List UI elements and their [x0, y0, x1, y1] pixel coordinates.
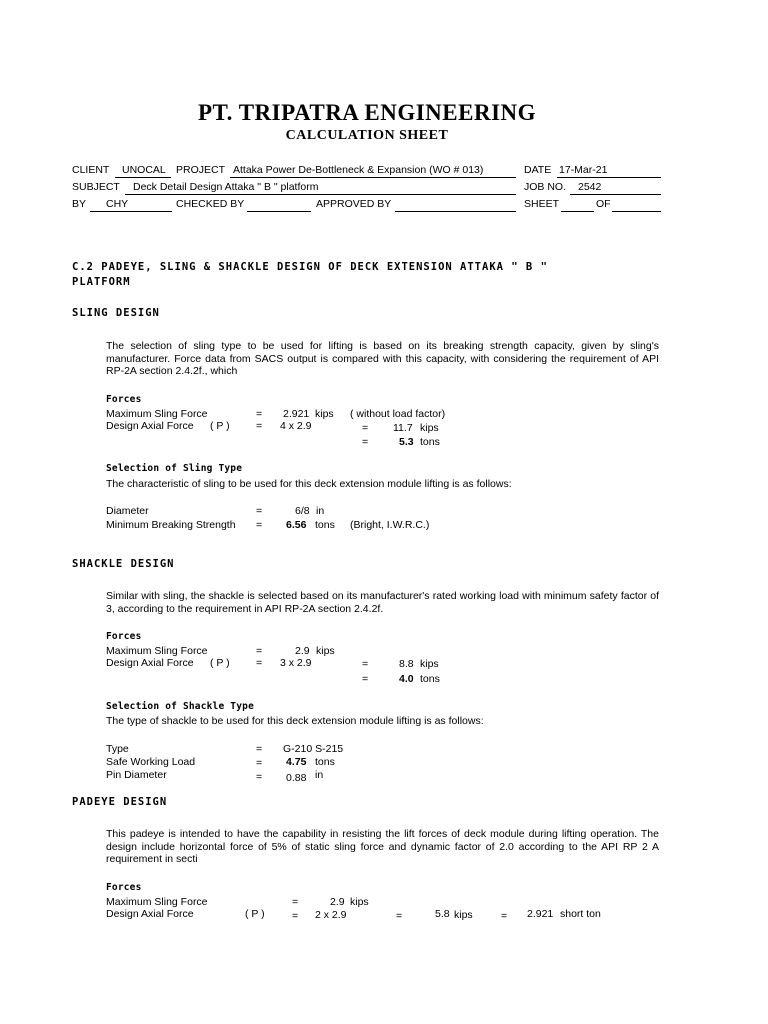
project-label: PROJECT	[176, 164, 226, 176]
shackle-selection-text: The type of shackle to be used for this deck extension module lifting is as follows:	[106, 715, 484, 727]
padeye-axial-label: Design Axial Force	[106, 908, 194, 920]
of-label: OF	[596, 198, 611, 210]
sling-axial-p: ( P )	[210, 420, 230, 432]
sling-selection-heading: Selection of Sling Type	[106, 463, 243, 474]
jobno-value: 2542	[578, 181, 602, 193]
equals-sign: =	[256, 757, 263, 769]
equals-sign: =	[292, 910, 299, 922]
sling-selection-text: The characteristic of sling to be used for this deck extension module lifting is as follows:	[106, 478, 512, 490]
padeye-axial-ton-unit: short ton	[560, 908, 601, 920]
padeye-max-label: Maximum Sling Force	[106, 896, 208, 908]
padeye-max-unit: kips	[350, 896, 369, 908]
shackle-max-unit: kips	[316, 645, 335, 657]
equals-sign: =	[256, 505, 263, 517]
sling-max-value: 2.921	[283, 408, 310, 420]
sling-heading: SLING DESIGN	[72, 307, 160, 319]
sling-mbs-value: 6.56	[286, 519, 307, 531]
equals-sign: =	[256, 657, 263, 669]
shackle-forces-heading: Forces	[106, 631, 142, 642]
shackle-swl-label: Safe Working Load	[106, 756, 196, 768]
shackle-pin-value: 0.88	[286, 772, 307, 784]
shackle-axial-label: Design Axial Force	[106, 657, 194, 669]
date-label: DATE	[524, 164, 552, 176]
shackle-axial-tons-unit: tons	[420, 673, 440, 685]
shackle-selection-heading: Selection of Shackle Type	[106, 701, 254, 712]
sling-axial-value: 11.7	[393, 422, 413, 434]
by-value: CHY	[106, 198, 129, 210]
equals-sign: =	[256, 420, 263, 432]
shackle-type-value: G-210 S-215	[283, 743, 344, 755]
equals-sign: =	[256, 645, 263, 657]
padeye-intro: This padeye is intended to have the capability in resisting the lift forces of deck module during lifting operation. The design include horizontal force of 5% of static sling force and dynamic factor of 2.0 according to the API RP 2 A requirement in secti	[106, 828, 659, 865]
equals-sign: =	[362, 436, 369, 448]
project-value: Attaka Power De-Bottleneck & Expansion (WO # 013)	[233, 164, 484, 176]
sling-axial-tons-unit: tons	[420, 436, 440, 448]
shackle-axial-expr: 3 x 2.9	[280, 657, 312, 669]
approved-label: APPROVED BY	[316, 198, 392, 210]
sling-axial-label: Design Axial Force	[106, 420, 194, 432]
padeye-max-value: 2.9	[330, 896, 345, 908]
section-title-line2: PLATFORM	[72, 276, 131, 288]
shackle-axial-unit: kips	[420, 658, 439, 670]
sling-max-note: ( without load factor)	[350, 408, 446, 420]
sling-diam-unit: in	[316, 505, 325, 517]
sling-mbs-unit: tons	[315, 519, 335, 531]
section-title-line1: C.2 PADEYE, SLING & SHACKLE DESIGN OF DECK EXTENSION ATTAKA " B "	[72, 261, 548, 273]
sling-axial-expr: 4 x 2.9	[280, 420, 312, 432]
client-value: UNOCAL	[122, 164, 166, 176]
shackle-pin-label: Pin Diameter	[106, 769, 167, 781]
shackle-swl-unit: tons	[315, 756, 335, 768]
shackle-intro: Similar with sling, the shackle is selected based on its manufacturer's rated working load with minimum safety factor of 3, according to the requirement in API RP-2A section 2.4.2f.	[106, 590, 659, 615]
subject-value: Deck Detail Design Attaka " B " platform	[133, 181, 319, 193]
equals-sign: =	[292, 896, 299, 908]
equals-sign: =	[501, 910, 508, 922]
equals-sign: =	[256, 743, 263, 755]
sling-mbs-label: Minimum Breaking Strength	[106, 519, 236, 531]
equals-sign: =	[256, 519, 263, 531]
sling-max-unit: kips	[315, 408, 334, 420]
client-label: CLIENT	[72, 164, 110, 176]
shackle-axial-p: ( P )	[210, 657, 230, 669]
padeye-axial-ton: 2.921	[527, 908, 554, 920]
shackle-heading: SHACKLE DESIGN	[72, 558, 175, 570]
shackle-max-label: Maximum Sling Force	[106, 645, 208, 657]
shackle-axial-value: 8.8	[399, 658, 414, 670]
by-label: BY	[72, 198, 87, 210]
sheet-title: CALCULATION SHEET	[285, 128, 449, 143]
date-value: 17-Mar-21	[559, 164, 608, 176]
shackle-swl-value: 4.75	[286, 756, 307, 768]
sling-axial-tons: 5.3	[399, 436, 414, 448]
shackle-axial-tons: 4.0	[399, 673, 414, 685]
sheet-label: SHEET	[524, 198, 560, 210]
subject-label: SUBJECT	[72, 181, 120, 193]
sling-axial-unit: kips	[420, 422, 439, 434]
padeye-axial-unit: kips	[454, 909, 473, 921]
equals-sign: =	[256, 408, 263, 420]
equals-sign: =	[396, 910, 403, 922]
shackle-pin-unit: in	[315, 769, 324, 781]
shackle-type-label: Type	[106, 743, 129, 755]
sling-diam-label: Diameter	[106, 505, 149, 517]
checked-label: CHECKED BY	[176, 198, 245, 210]
equals-sign: =	[256, 771, 263, 783]
jobno-label: JOB NO.	[524, 181, 567, 193]
sling-mbs-note: (Bright, I.W.R.C.)	[350, 519, 430, 531]
sling-intro: The selection of sling type to be used for lifting is based on its breaking strength capacity, given by sling's manufacturer. Force data from SACS output is compared with this capacity, with considering the requirement of API RP-2A section 2.4.2f., which	[106, 340, 659, 377]
padeye-axial-value: 5.8	[435, 908, 450, 920]
padeye-axial-p: ( P )	[245, 908, 265, 920]
company-name: PT. TRIPATRA ENGINEERING	[197, 100, 537, 125]
equals-sign: =	[362, 658, 369, 670]
padeye-heading: PADEYE DESIGN	[72, 796, 168, 808]
padeye-axial-expr: 2 x 2.9	[315, 909, 347, 921]
sling-max-label: Maximum Sling Force	[106, 408, 208, 420]
equals-sign: =	[362, 422, 369, 434]
padeye-forces-heading: Forces	[106, 882, 142, 893]
equals-sign: =	[362, 673, 369, 685]
sling-diam-value: 6/8	[295, 505, 310, 517]
shackle-max-value: 2.9	[295, 645, 310, 657]
sling-forces-heading: Forces	[106, 394, 142, 405]
